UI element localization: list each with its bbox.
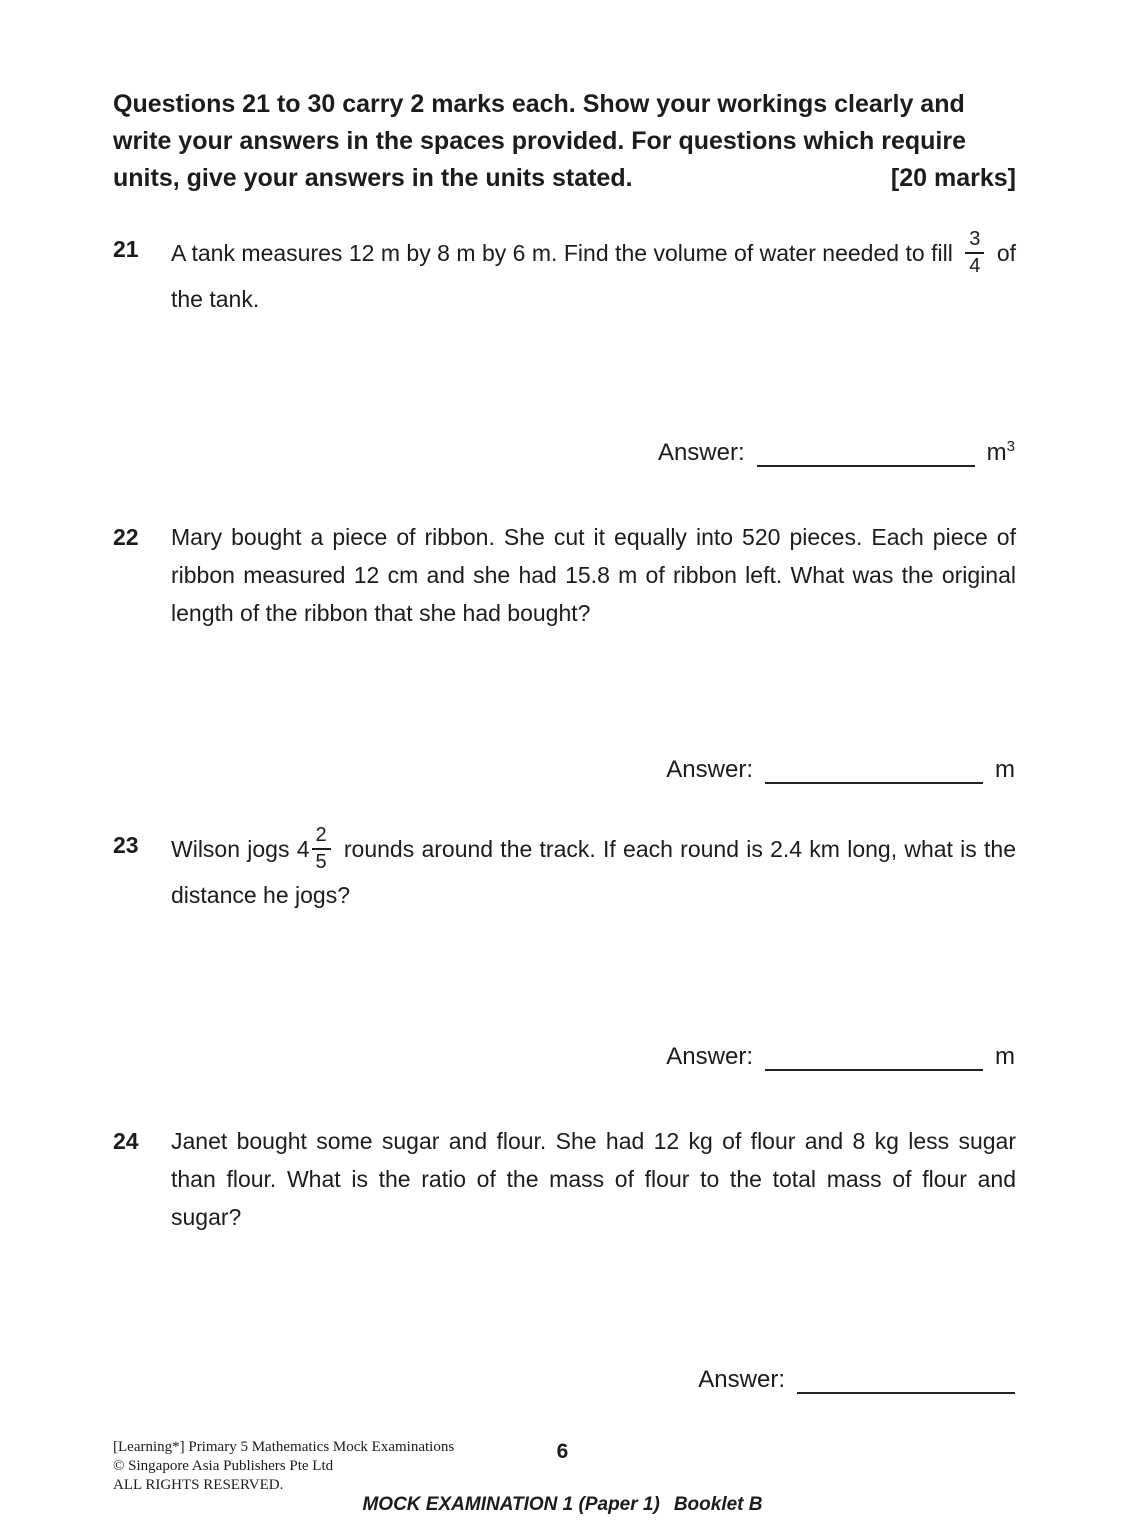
answer-label-22: Answer: xyxy=(666,756,753,783)
answer-label-21: Answer: xyxy=(657,439,745,466)
instructions-text: Questions 21 to 30 carry 2 marks each. Show your workings clearly and write your answers in the spaces provided. For questions which require units, give your answers in the units stated. xyxy=(113,90,966,192)
footer-imprint-line3: ALL RIGHTS RESERVED. xyxy=(113,1477,284,1493)
fraction-3-4 xyxy=(965,228,984,278)
question-24 xyxy=(113,1122,1016,1236)
question-21-text-before: A tank measures 12 m by 8 m by 6 m. Find the volume of water needed to fill xyxy=(171,240,953,267)
answer-unit-21: $m^3$ xyxy=(986,438,1015,466)
footer-booklet-label: Booklet B xyxy=(673,1494,763,1515)
fraction-2-5 xyxy=(312,824,331,874)
page-number: 6 xyxy=(556,1440,569,1463)
question-22-number: 22 xyxy=(113,524,139,550)
question-21-text xyxy=(171,230,1016,318)
question-23-text xyxy=(171,826,1016,914)
answer-label-24: Answer: xyxy=(698,1366,785,1393)
answer-line-23 xyxy=(666,1043,1015,1071)
fraction-denominator: 4 xyxy=(969,255,981,277)
answer-label-23: Answer: xyxy=(666,1043,753,1070)
answer-blank-22[interactable] xyxy=(765,756,983,784)
answer-line-24 xyxy=(698,1366,1015,1394)
answer-blank-24[interactable] xyxy=(797,1366,1015,1394)
footer-exam-title: MOCK EXAMINATION 1 (Paper 1) xyxy=(362,1494,660,1515)
answer-line-21 xyxy=(658,438,1015,467)
question-21-text-after: of the tank. xyxy=(171,240,1017,312)
answer-line-22 xyxy=(666,756,1015,784)
footer-imprint-line1: [Learning*] Primary 5 Mathematics Mock Examinations xyxy=(113,1439,455,1455)
question-21-number: 21 xyxy=(113,236,139,262)
question-23-text-before: Wilson jogs xyxy=(171,836,290,863)
answer-blank-23[interactable] xyxy=(765,1043,983,1071)
question-22 xyxy=(113,518,1016,632)
question-22-text: Mary bought a piece of ribbon. She cut it equally into 520 pieces. Each piece of ribbon measured 12 cm and she had 15.8 m of ribbon left. What was the original length of the ribbon that she had bought? xyxy=(171,524,1016,626)
fraction-denominator: 5 xyxy=(315,851,327,873)
question-24-number: 24 xyxy=(113,1128,139,1154)
question-23-number: 23 xyxy=(113,832,139,858)
footer-imprint-line2: © Singapore Asia Publishers Pte Ltd xyxy=(113,1458,334,1474)
question-24-text: Janet bought some sugar and flour. She had 12 kg of flour and 8 kg less sugar than flour. What is the ratio of the mass of flour to the total mass of flour and sugar? xyxy=(171,1128,1016,1230)
question-23-text-after: rounds around the track. If each round is 2.4 km long, what is the distance he jogs? xyxy=(171,836,1016,908)
answer-blank-21[interactable] xyxy=(757,439,975,467)
instructions-block xyxy=(113,86,1016,197)
marks-label: [20 marks] xyxy=(890,164,1016,192)
question-23 xyxy=(113,826,1016,914)
fraction-numerator: 2 xyxy=(312,824,331,850)
question-21 xyxy=(113,230,1016,318)
footer-booklet-line xyxy=(0,1494,1125,1516)
fraction-numerator: 3 xyxy=(965,228,984,254)
answer-unit-23: m xyxy=(995,1043,1015,1070)
mixed-number-whole: 4 xyxy=(296,836,310,863)
answer-unit-22: m xyxy=(995,756,1015,783)
